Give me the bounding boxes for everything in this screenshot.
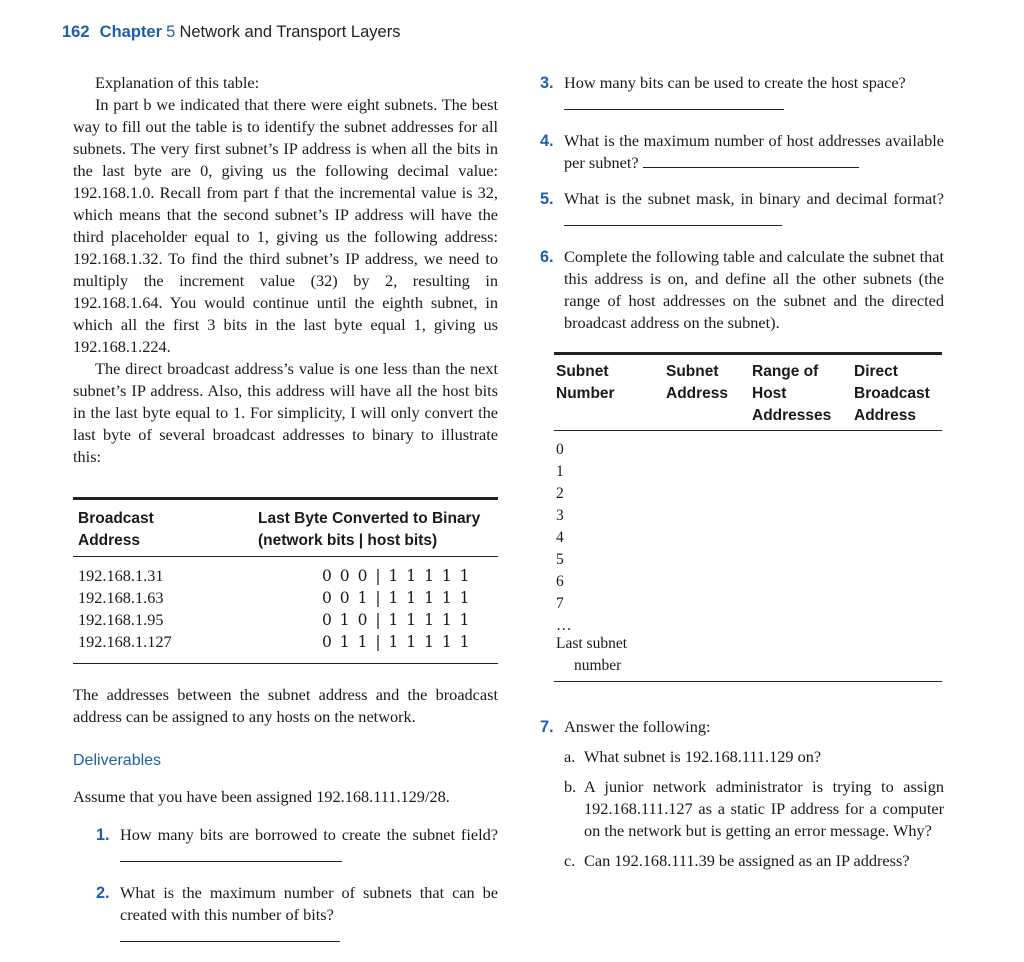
- header-address: Address: [854, 407, 917, 424]
- question-number: 2.: [96, 884, 110, 902]
- sub-text: Can 192.168.111.39 be assigned as an IP address?: [584, 851, 910, 870]
- header-direct: Direct: [854, 363, 898, 380]
- subnet-number: 3: [556, 507, 564, 524]
- answer-blank[interactable]: [564, 95, 784, 110]
- header-addresses: Addresses: [752, 407, 832, 424]
- question-7: [540, 716, 944, 738]
- explanation-paragraph-2: The direct broadcast address’s value is one less than the next subnet’s IP address. Also, this address will have all the host bits in the last byte equal to 1. For simplicity, I will only convert the last byte of several broadcast addresses to binary to illustrate this:: [73, 359, 498, 466]
- header-range-of: Range of: [752, 363, 819, 380]
- question-text: What is the maximum number of subnets that can be created with this number of bits?: [120, 883, 498, 924]
- question-6: [540, 246, 944, 334]
- table-row: [78, 609, 498, 631]
- binary-value: 0 0 1 | 1 1 1 1 1: [322, 589, 472, 607]
- broadcast-address: 192.168.1.31: [78, 566, 164, 585]
- explanation-paragraph-3: The addresses between the subnet address and the broadcast address can be assigned to any hosts on the network.: [73, 685, 498, 726]
- question-text: What is the subnet mask, in binary and decimal format?: [564, 189, 944, 208]
- header-broadcast: Broadcast: [854, 385, 930, 402]
- question-number: 5.: [540, 190, 554, 208]
- header-subnet: Subnet: [556, 363, 609, 380]
- assignment-statement: Assume that you have been assigned 192.168.111.129/28.: [73, 787, 450, 806]
- broadcast-address: 192.168.1.63: [78, 588, 164, 607]
- question-number: 6.: [540, 248, 554, 266]
- table-row: [78, 565, 498, 587]
- header-broadcast: Broadcast: [78, 510, 154, 527]
- broadcast-table-header: [73, 500, 498, 557]
- subnet-number: 2: [556, 485, 564, 502]
- explanation-title: Explanation of this table:: [95, 73, 260, 92]
- answer-blank[interactable]: [120, 927, 340, 942]
- answer-blank[interactable]: [643, 153, 859, 168]
- question-text: Answer the following:: [564, 717, 711, 736]
- sub-label: c.: [564, 851, 576, 870]
- subnet-table: [554, 352, 942, 682]
- sub-text: What subnet is 192.168.111.129 on?: [584, 747, 822, 766]
- binary-value: 0 1 0 | 1 1 1 1 1: [322, 611, 472, 629]
- question-number: 7.: [540, 718, 554, 736]
- header-address: Address: [78, 532, 141, 549]
- last-subnet-label-cont: number: [574, 657, 622, 674]
- broadcast-table: [73, 497, 498, 664]
- subnet-number: 4: [556, 529, 564, 546]
- right-column: [540, 72, 944, 880]
- sub-question-c: [564, 850, 944, 872]
- question-text: How many bits can be used to create the host space?: [564, 73, 906, 92]
- subnet-number: 0: [556, 441, 564, 458]
- header-address: Address: [666, 385, 729, 402]
- chapter-title: Network and Transport Layers: [179, 23, 401, 41]
- question-text: Complete the following table and calculate the subnet that this address is on, and define all the other subnets (the range of host addresses on the subnet and the directed broadcast address on the subnet).: [564, 247, 944, 332]
- last-subnet-label: Last subnet: [556, 635, 628, 652]
- question-3: [540, 72, 944, 116]
- page-number: 162: [62, 23, 90, 41]
- sub-text: A junior network administrator is trying to assign 192.168.111.127 as a static IP address for a computer on the network but is getting an error message. Why?: [584, 777, 944, 840]
- question-1: [96, 824, 498, 868]
- question-4: [540, 130, 944, 174]
- explanation-paragraph-1: In part b we indicated that there were eight subnets. The best way to fill out the table is to identify the subnet addresses for all subnets. The very first subnet’s IP address is when all the bits in the last byte are 0, giving us the following decimal value: 192.168.1.0. Recall from part f that the incremental value is 32, which means that the second subnet’s IP address will have the third placeholder equal to 1, giving us the following address: 192.168.1.32. To find the third subnet’s IP address, we need to multiply the increment value (32) by 2, resulting in 192.168.1.64. You would continue until the eighth subnet, in which all the first 3 bits in the last byte equal 1, giving us 192.168.1.224.: [73, 95, 498, 356]
- question-5: [540, 188, 944, 232]
- sub-label: b.: [564, 777, 577, 796]
- header-last-byte: Last Byte Converted to Binary: [258, 510, 481, 527]
- broadcast-address: 192.168.1.95: [78, 610, 164, 629]
- table-row: [78, 587, 498, 609]
- header-bits: (network bits | host bits): [258, 532, 438, 549]
- subnet-table-header: [554, 355, 942, 431]
- broadcast-address: 192.168.1.127: [78, 632, 172, 651]
- table-row: [78, 631, 498, 653]
- answer-blank[interactable]: [120, 847, 342, 862]
- header-number: Number: [556, 385, 615, 402]
- left-column: [73, 72, 498, 962]
- question-text: What is the maximum number of host addresses available per subnet?: [564, 131, 944, 172]
- sub-question-b: [564, 776, 944, 842]
- chapter-number: 5: [166, 23, 176, 41]
- chapter-label: Chapter: [99, 23, 162, 41]
- running-header: [62, 22, 400, 42]
- answer-blank[interactable]: [564, 211, 782, 226]
- header-subnet: Subnet: [666, 363, 719, 380]
- deliverables-heading: Deliverables: [73, 752, 162, 769]
- subnet-number: 1: [556, 463, 564, 480]
- binary-value: 0 1 1 | 1 1 1 1 1: [322, 633, 472, 651]
- ellipsis: …: [556, 617, 574, 634]
- question-number: 4.: [540, 132, 554, 150]
- question-number: 3.: [540, 74, 554, 92]
- subnet-number: 5: [556, 551, 564, 568]
- question-2: [96, 882, 498, 948]
- sub-question-a: [564, 746, 944, 768]
- binary-value: 0 0 0 | 1 1 1 1 1: [322, 567, 472, 585]
- sub-label: a.: [564, 747, 576, 766]
- question-text: How many bits are borrowed to create the subnet field?: [120, 825, 498, 844]
- question-number: 1.: [96, 826, 110, 844]
- subnet-number: 6: [556, 573, 564, 590]
- subnet-number: 7: [556, 595, 564, 612]
- header-host: Host: [752, 385, 787, 402]
